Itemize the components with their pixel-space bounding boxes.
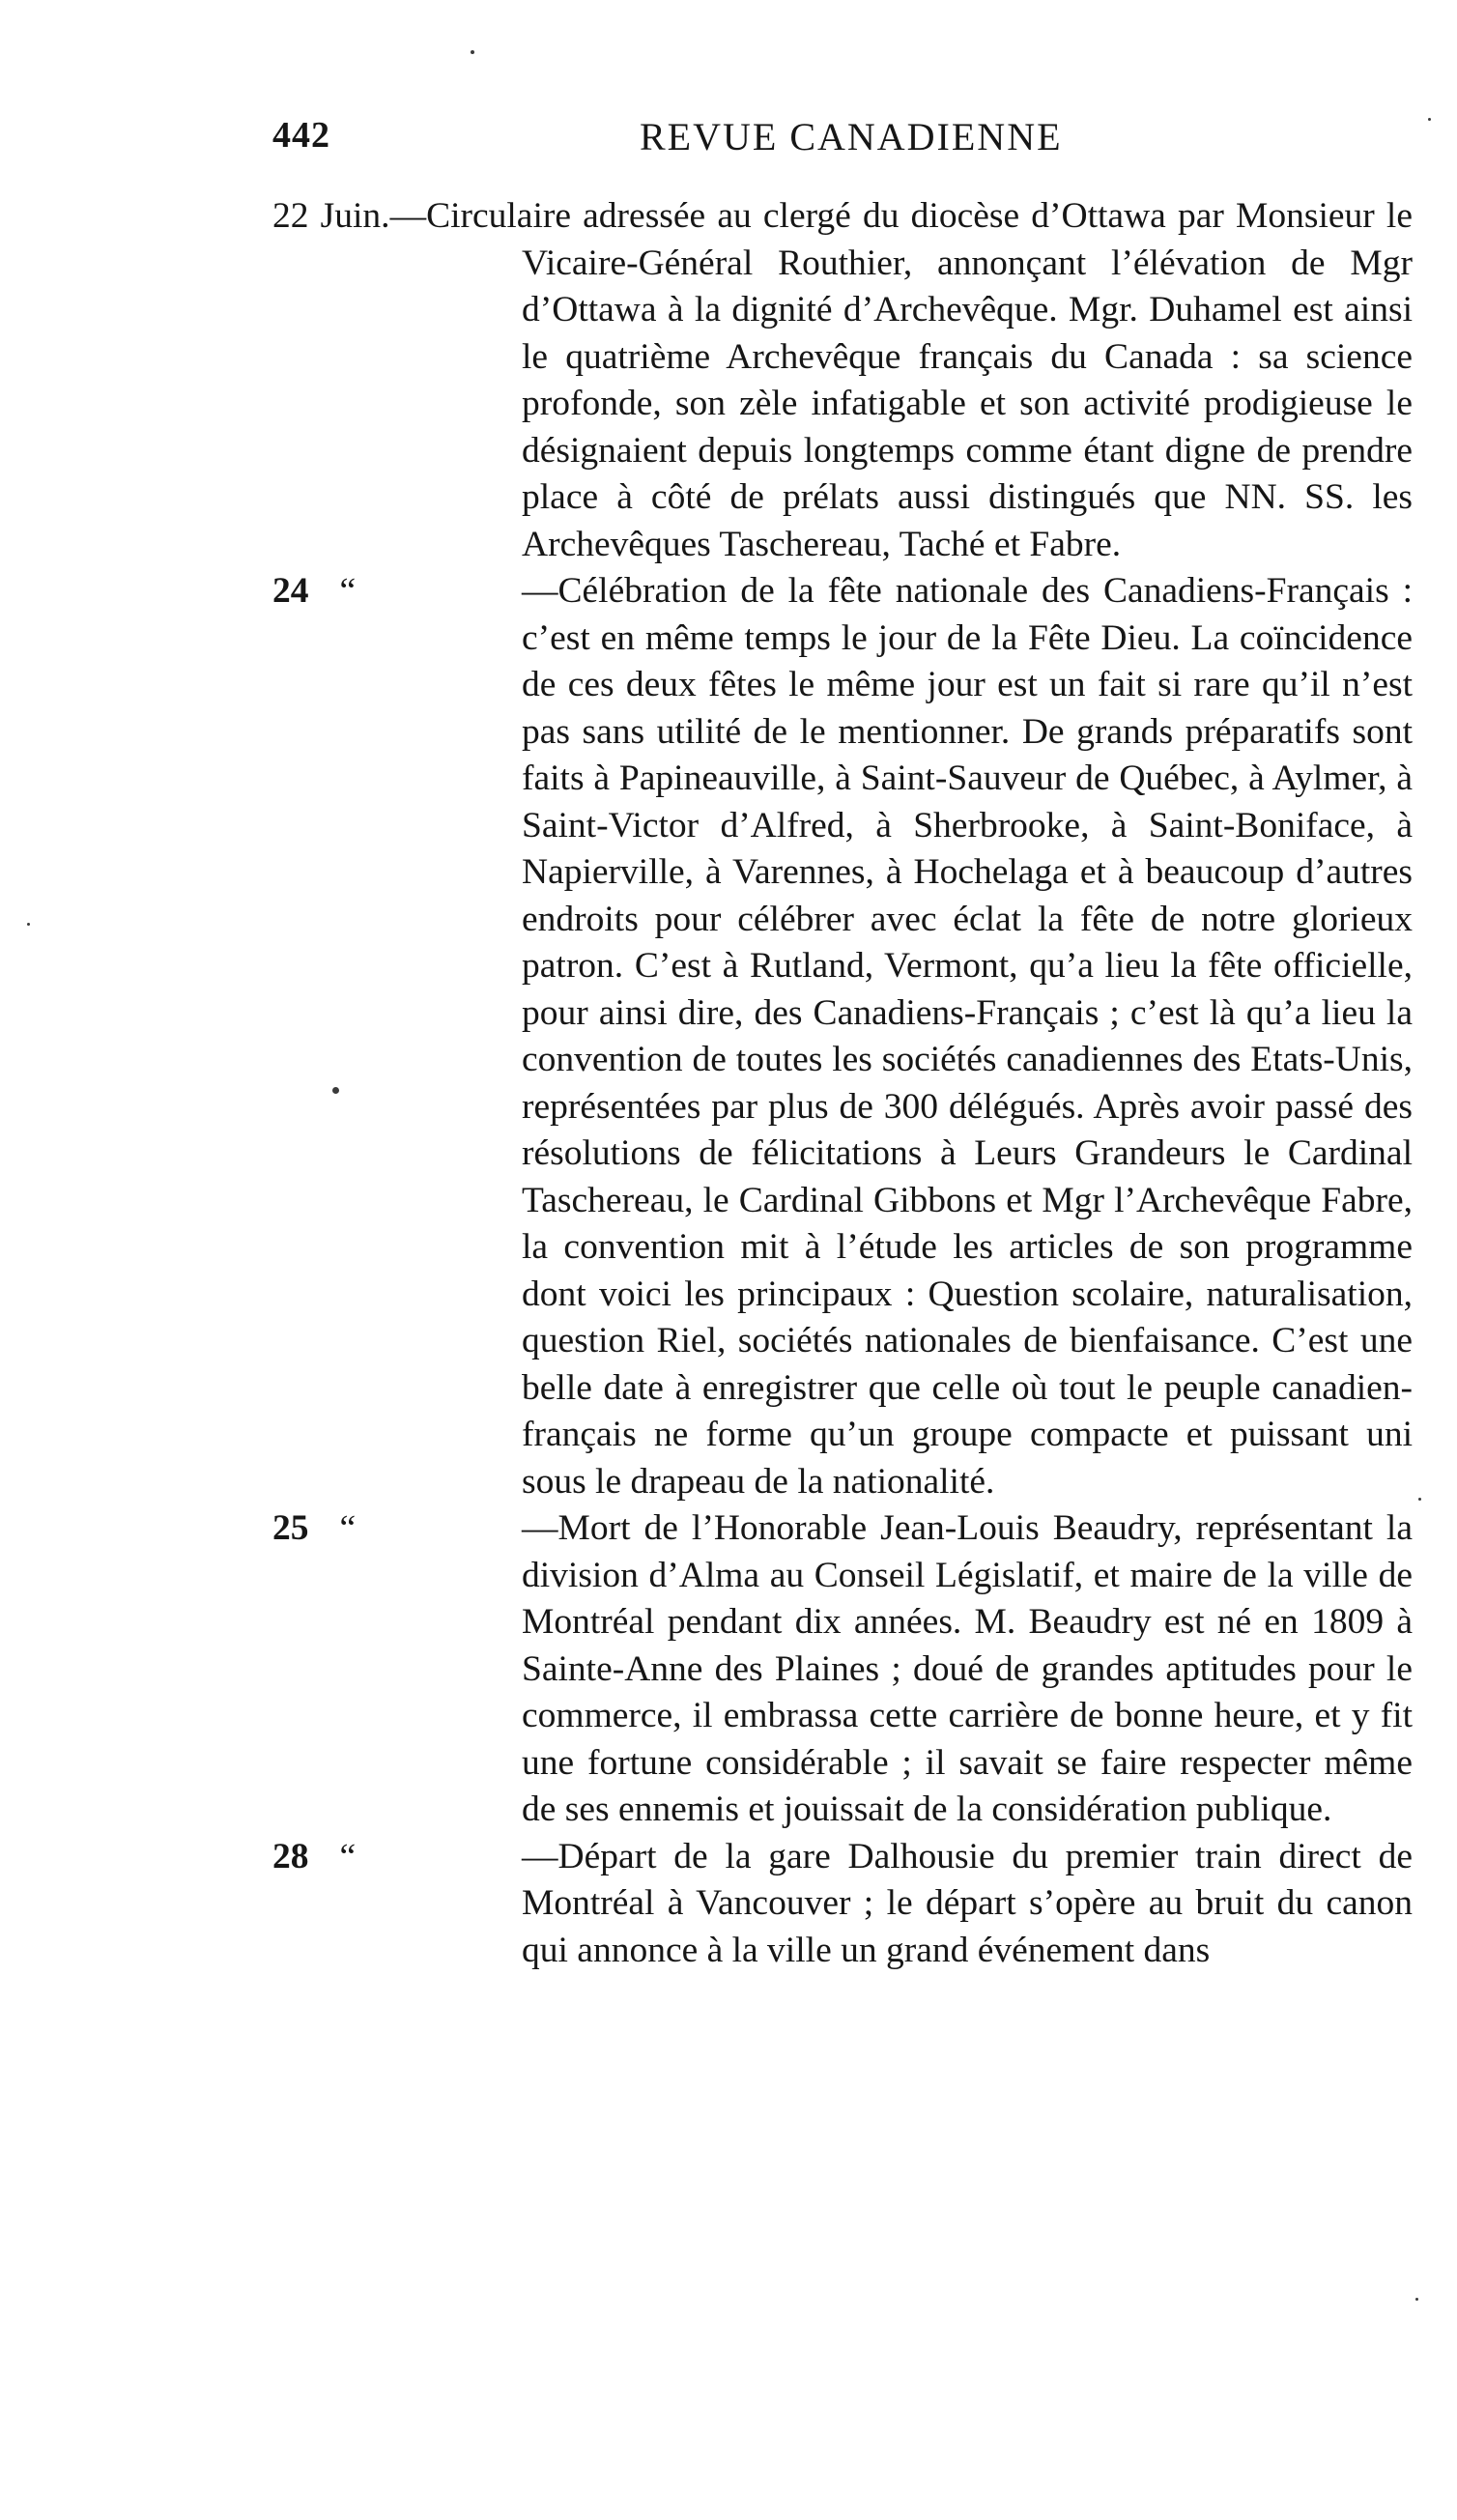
- entry-day: 28: [272, 1836, 309, 1876]
- ink-speck: [27, 923, 30, 926]
- page-number: 442: [272, 115, 330, 156]
- ink-speck: [471, 50, 474, 54]
- entry-text: —Départ de la gare Dalhousie du premier train direct de Montréal à Vancouver ; le départ s’opère au bruit du canon qui annonce à la ville un grand événement dans: [522, 1836, 1413, 1970]
- ditto-mark: “: [339, 1508, 357, 1548]
- entry-date: [272, 1505, 356, 1553]
- entry-date: [272, 568, 356, 616]
- ink-speck: [1428, 118, 1431, 121]
- ditto-mark: “: [339, 571, 357, 611]
- ditto-mark: “: [339, 1836, 357, 1876]
- ink-speck: [1415, 2298, 1418, 2301]
- entry-day: 24: [272, 571, 309, 611]
- entry-date: [272, 1834, 356, 1881]
- entry-text: —Célébration de la fête nationale des Canadiens-Français : c’est en même temps le jour de la Fête Dieu. La coïncidence de ces deux fêtes le même jour est un fait si rare qu’il n’est pas sans utilité de le mentionner. De grands préparatifs sont faits à Papineauville, à Saint-Sauveur de Québec, à Aylmer, à Saint-Victor d’Alfred, à Sherbrooke, à Saint-Boniface, à Napierville, à Varennes, à Hochelaga et à beaucoup d’autres endroits pour célébrer avec éclat la fête de notre glorieux patron. C’est à Rutland, Vermont, qu’a lieu la fête officielle, pour ainsi dire, des Canadiens-Français ; c’est là qu’a lieu la convention de toutes les sociétés canadiennes des Etats-Unis, représentées par plus de 300 délégués. Après avoir passé des résolutions de félicitations à Leurs Grandeurs le Cardinal Taschereau, le Cardinal Gibbons et Mgr l’Archevêque Fabre, la convention mit à l’étude les articles de son programme dont voici les principaux : Question scolaire, naturalisation, question Riel, sociétés nationales de bienfaisance. C’est une belle date à enregistrer que celle où tout le peuple canadien-français ne forme qu’un groupe compacte et puissant uni sous le drapeau de la nationalité.: [522, 571, 1413, 1502]
- chronicle-entries: [272, 193, 1413, 1974]
- entry-date: 22 Juin.: [272, 196, 390, 236]
- ink-speck: [1418, 1498, 1421, 1501]
- chronicle-entry: [272, 193, 1413, 568]
- entry-day: 25: [272, 1508, 309, 1548]
- entry-text: —Mort de l’Honorable Jean-Louis Beaudry, représentant la division d’Alma au Conseil Législatif, et maire de la ville de Montréal pendant dix années. M. Beaudry est né en 1809 à Sainte-Anne des Plaines ; doué de grandes aptitudes pour le commerce, il embrassa cette carrière de bonne heure, et y fit une fortune considérable ; il savait se faire respecter même de ses ennemis et jouissait de la considération publique.: [522, 1508, 1413, 1829]
- chronicle-entry: [272, 1505, 1413, 1834]
- page-header: [272, 114, 1065, 162]
- entry-paragraph: [272, 193, 1413, 568]
- entry-text: —Circulaire adressée au clergé du diocèse d’Ottawa par Monsieur le Vicaire-Général Routhier, annonçant l’élévation de Mgr d’Ottawa à la dignité d’Archevêque. Mgr. Duhamel est ainsi le quatrième Archevêque français du Canada : sa science profonde, son zèle infatigable et son activité prodigieuse le désignaient depuis longtemps comme étant digne de prendre place à côté de prélats aussi distingués que NN. SS. les Archevêques Taschereau, Taché et Fabre.: [389, 196, 1413, 564]
- chronicle-entry: [272, 568, 1413, 1505]
- running-title: REVUE CANADIENNE: [640, 115, 1063, 158]
- chronicle-entry: [272, 1834, 1413, 1975]
